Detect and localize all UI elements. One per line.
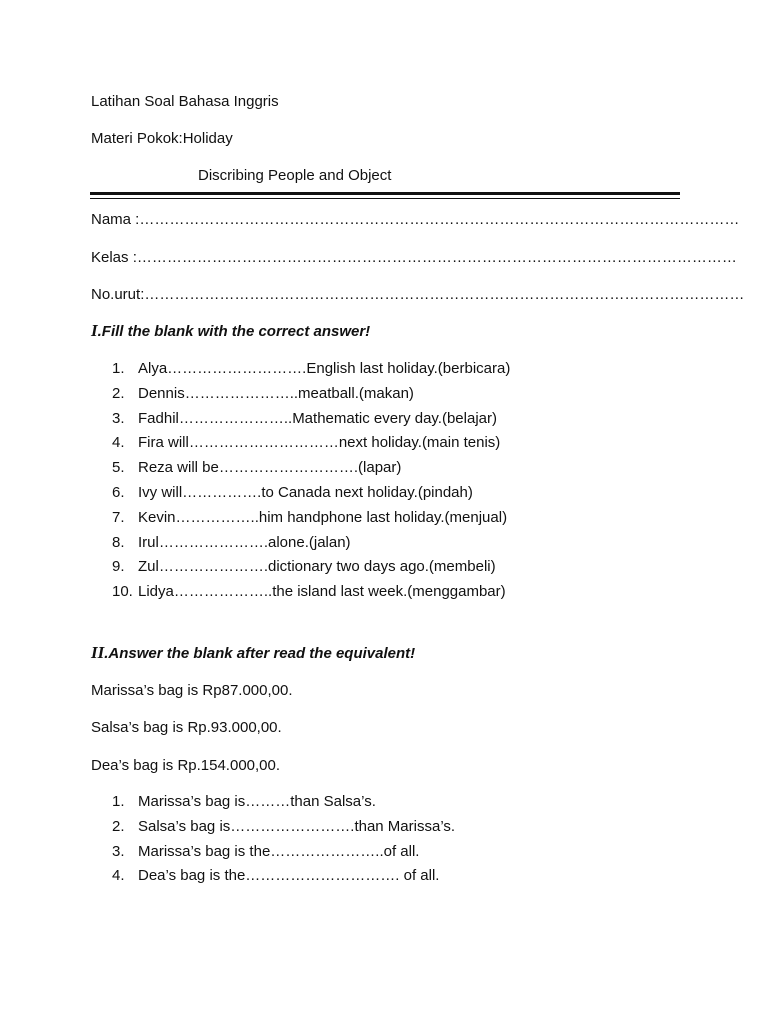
topic-line: Materi Pokok:Holiday bbox=[91, 130, 233, 147]
header-divider-thin bbox=[90, 198, 680, 199]
fact-dea-bag: Dea’s bag is Rp.154.000,00. bbox=[91, 757, 281, 774]
header-divider-thick bbox=[90, 192, 680, 195]
list-item: 10. Lidya………………..the island last week.(menggambar) bbox=[112, 583, 506, 601]
list-item: 4. Fira will…………………………next holiday.(main tenis) bbox=[112, 434, 501, 452]
section-1-numeral: I bbox=[91, 321, 98, 340]
list-item: 4. Dea’s bag is the…………………………. of all. bbox=[112, 867, 440, 885]
section-1-heading bbox=[91, 322, 370, 341]
section-1-question-list bbox=[112, 357, 510, 605]
list-item: 5. Reza will be……………………….(lapar) bbox=[112, 459, 402, 477]
list-item: 3. Marissa’s bag is the…………………..of all. bbox=[112, 842, 420, 860]
section-2-numeral: II bbox=[91, 643, 105, 662]
section-2-heading bbox=[91, 644, 415, 663]
section-1-instruction: .Fill the blank with the correct answer! bbox=[97, 323, 371, 340]
list-item: 2. Salsa’s bag is…………………….than Marissa’s. bbox=[112, 817, 456, 835]
list-item: 9. Zul………………….dictionary two days ago.(membeli) bbox=[112, 558, 496, 576]
order-number-field-line: No.urut:………………………………………………………………………………………………………… bbox=[91, 286, 745, 303]
list-item: 1. Alya……………………….English last holiday.(berbicara) bbox=[112, 360, 511, 377]
list-item: 6. Ivy will…………….to Canada next holiday.(pindah) bbox=[112, 483, 473, 501]
class-field-line: Kelas :………………………………………………………………………………………………………… bbox=[91, 249, 737, 266]
fact-marissa-bag: Marissa’s bag is Rp87.000,00. bbox=[91, 682, 293, 699]
worksheet-title: Latihan Soal Bahasa Inggris bbox=[91, 93, 279, 110]
list-item: 2. Dennis…………………..meatball.(makan) bbox=[112, 384, 414, 402]
section-2-question-list bbox=[112, 790, 455, 889]
name-field-line: Nama :………………………………………………………………………………………………………… bbox=[91, 211, 740, 228]
worksheet-subtitle: Discribing People and Object bbox=[198, 167, 392, 184]
section-2-instruction: .Answer the blank after read the equivalent! bbox=[104, 645, 416, 662]
list-item: 1. Marissa’s bag is………than Salsa’s. bbox=[112, 793, 376, 810]
fact-salsa-bag: Salsa’s bag is Rp.93.000,00. bbox=[91, 719, 282, 736]
list-item: 3. Fadhil…………………..Mathematic every day.(belajar) bbox=[112, 409, 497, 427]
list-item: 7. Kevin……………..him handphone last holiday.(menjual) bbox=[112, 508, 508, 526]
list-item: 8. Irul………………….alone.(jalan) bbox=[112, 533, 351, 551]
